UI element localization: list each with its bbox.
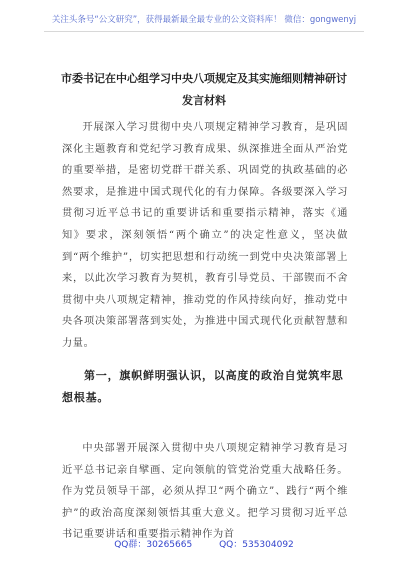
body-paragraph-1: 开展深入学习贯彻中央八项规定精神学习教育，是巩固深化主题教育和党纪学习教育成果、纵深推进全面从严治党的重要举措，是密切党群干群关系、巩固党的执政基础的必然要求，是推进中国式现代化的有力保障。各级要深入学习贯彻习近平总书记的重要讲话和重要指示精神，落实《通知》要求，深刻领悟“两个确立”的决定性意义，坚决做到“两个维护”，切实把思想和行动统一到党中央决策部署上来，以此次学习教育为契机，教育引导党员、干部锲而不舍贯彻中央八项规定精神，推动党的作风持续向好，推动党中央各项决策部署落到实处，为推进中国式现代化贡献智慧和力量。 [62, 122, 348, 349]
footer-qq: QQ：535304092 [219, 540, 294, 550]
header-divider [44, 31, 364, 32]
header-banner: 关注头条号“公文研究”，获得最新最全最专业的公文资料库！ 微信：gongwenyj [51, 15, 357, 25]
section-heading-1: 第一，旗帜鲜明强认识，以高度的政治自觉筑牢思想根基。 [62, 369, 344, 404]
footer-contact [0, 537, 408, 550]
body-paragraph-2: 中央部署开展深入贯彻中央八项规定精神学习教育是习近平总书记亲自擘画、定向领航的管党治党重大战略任务。作为党员领导干部，必须从捍卫“两个确立”、践行“两个维护”的政治高度深刻领悟其重大意义。把学习贯彻习近平总书记重要讲话和重要指示精神作为首 [62, 443, 348, 541]
document-title: 市委书记在中心组学习中央八项规定及其实施细则精神研讨发言材料 [61, 72, 347, 107]
footer-qq-group: QQ群：30265665 [114, 540, 193, 550]
